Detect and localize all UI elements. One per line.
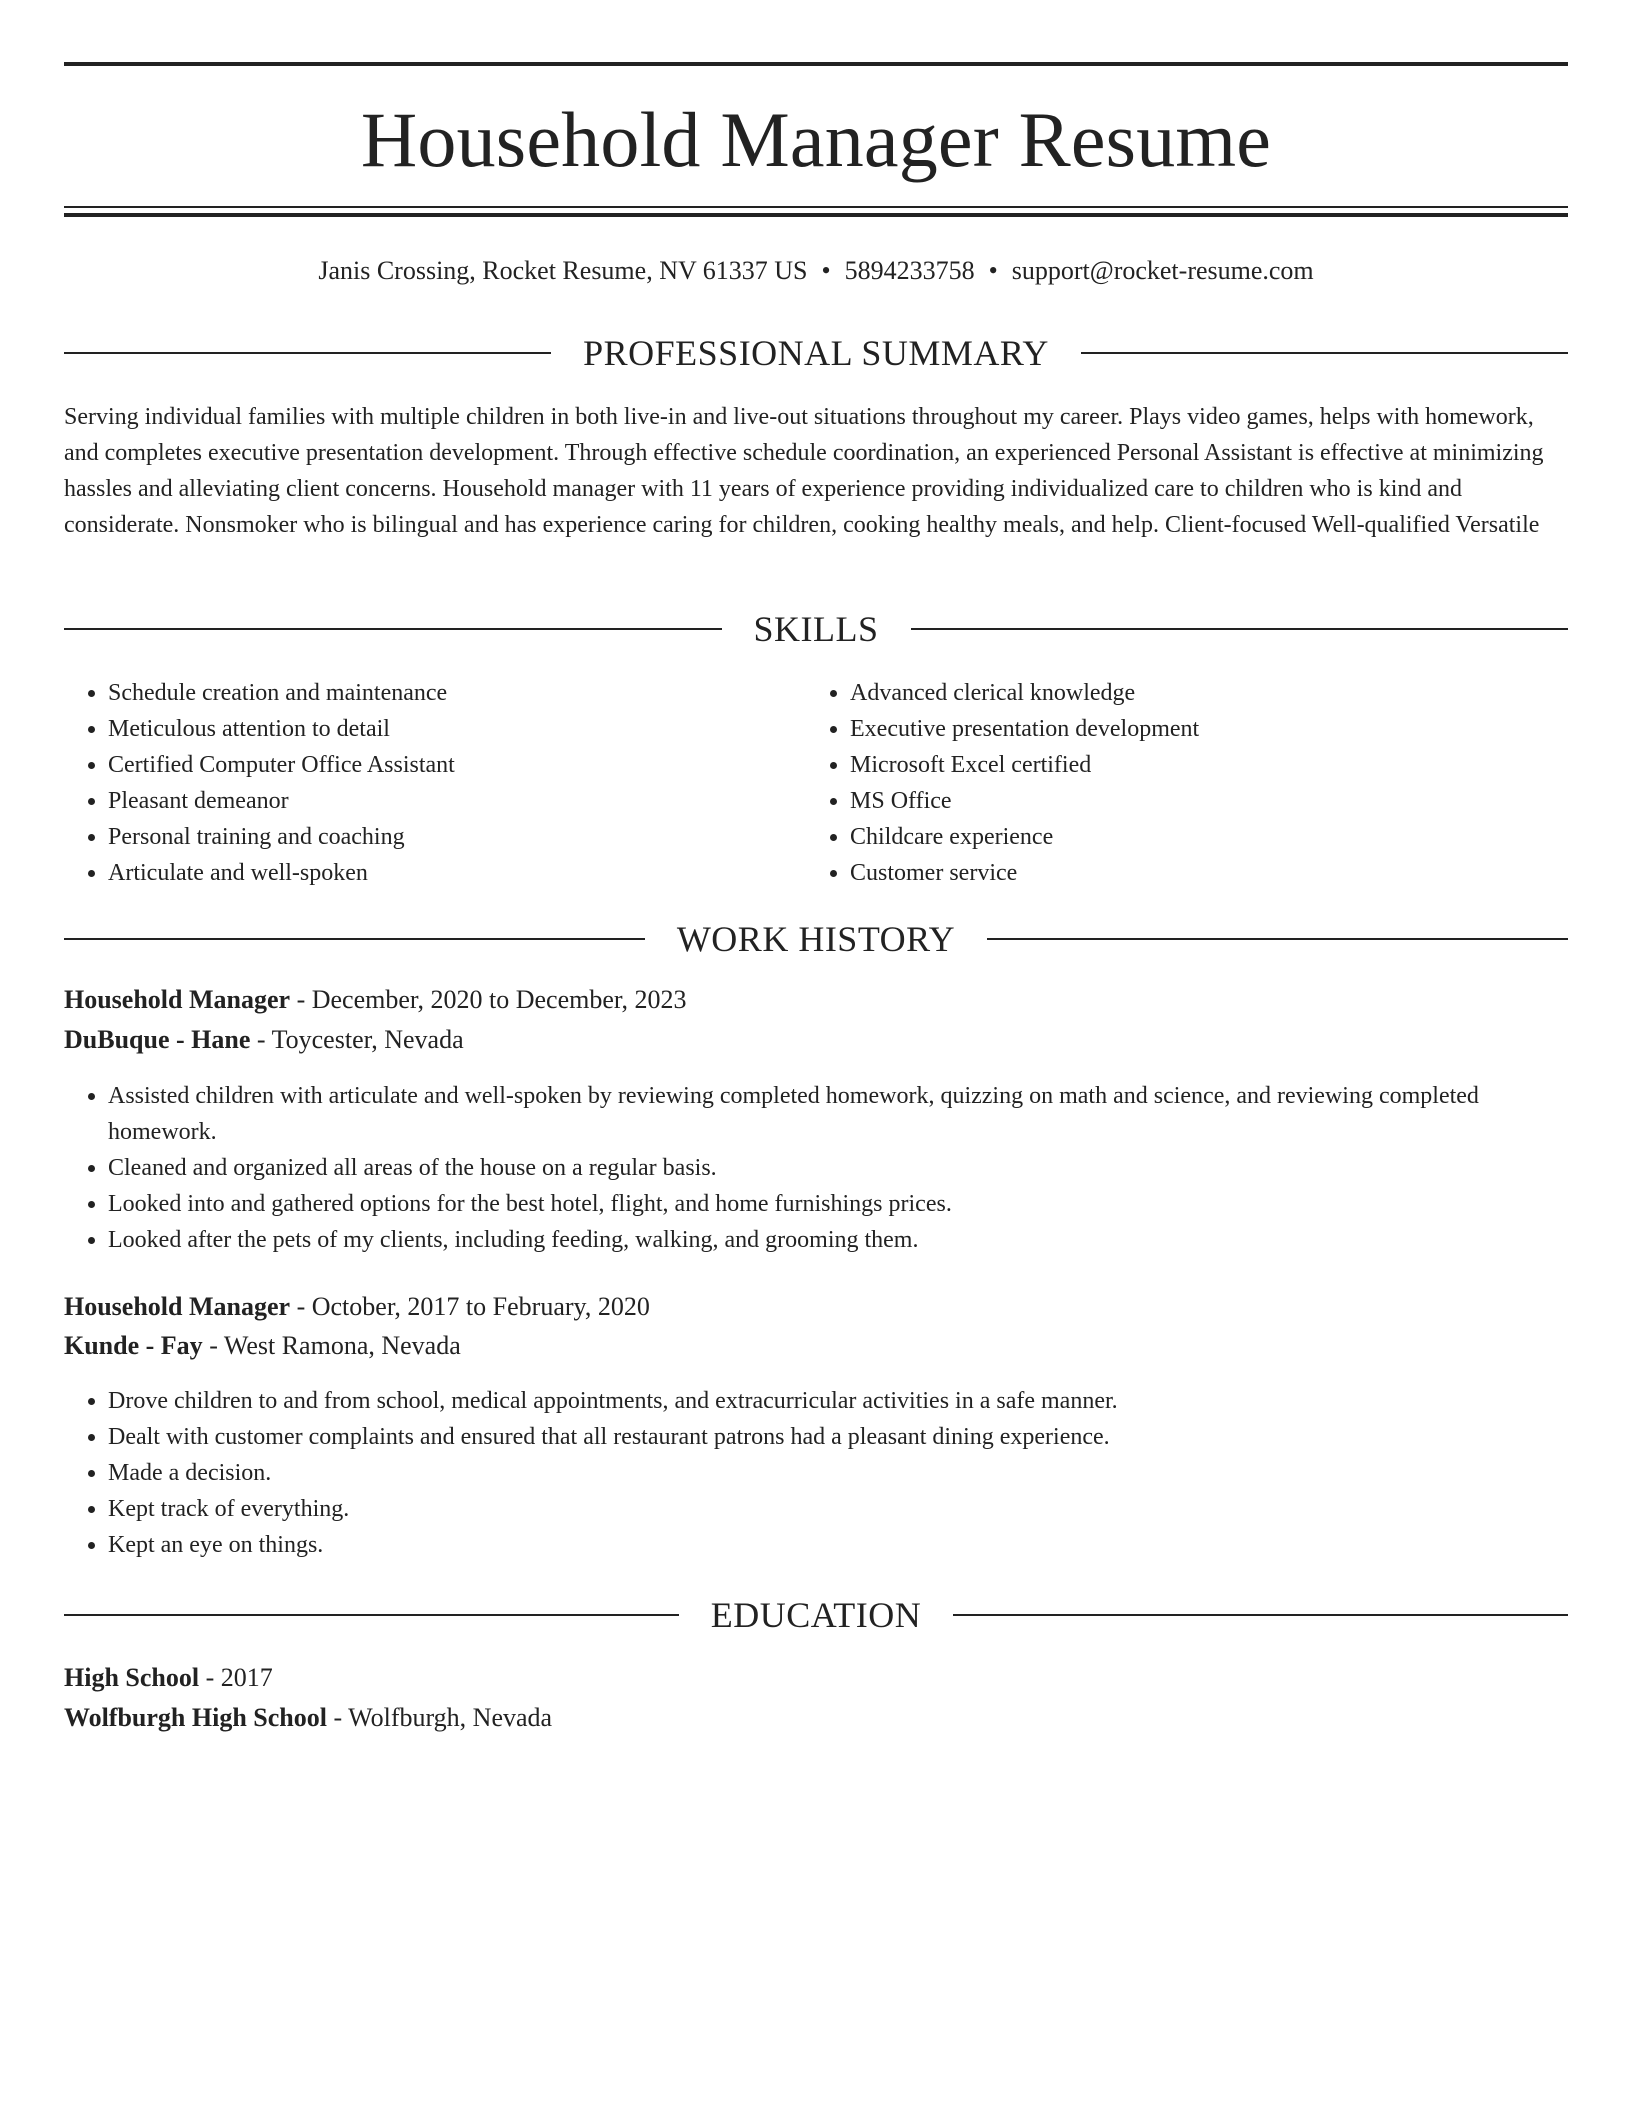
skill-item: • Childcare experience [850,819,1548,855]
header-top-rule [64,62,1568,66]
header-rule-upper [64,206,1568,208]
skill-item: • Schedule creation and maintenance [108,675,806,711]
job-bullet: • Made a decision. [108,1455,1568,1491]
education-school-line [64,1700,1568,1736]
job-location: - Toycester, Nevada [250,1025,464,1054]
job-title-line [64,1289,1568,1325]
skills-heading-label: SKILLS [753,609,879,649]
header-rule-lower [64,213,1568,217]
skills-heading [64,607,1568,651]
heading-rule-right [987,938,1568,940]
job-bullet: • Kept track of everything. [108,1491,1568,1527]
skill-item: • MS Office [850,783,1548,819]
skills-list [64,675,1568,891]
resume-title: Household Manager Resume [360,96,1272,183]
skill-item: • Advanced clerical knowledge [850,675,1548,711]
skill-item: • Executive presentation development [850,711,1548,747]
skill-item: • Certified Computer Office Assistant [108,747,806,783]
job-company-line [64,1328,1568,1364]
skills-column-right [806,675,1548,891]
job-dates: - October, 2017 to February, 2020 [290,1292,650,1321]
contact-line [64,254,1568,288]
education-year: - 2017 [199,1663,273,1692]
education-heading-label: EDUCATION [710,1595,922,1635]
summary-text: Serving individual families with multiple children in both live-in and live-out situations throughout my career. Plays video games, helps with homework, and completes executive presentation development. Through effective schedule coordination, an experienced Personal Assistant is effective at minimizing hassles and alleviating client concerns. Household manager with 11 years of experience providing individualized care to children who is kind and considerate. Nonsmoker who is bilingual and has experience caring for children, cooking healthy meals, and help. Client-focused Well-qualified Versatile [64,404,1544,538]
job-bullets [64,1078,1568,1258]
job-company: Kunde - Fay [64,1331,203,1360]
skill-item: • Pleasant demeanor [108,783,806,819]
skill-item: • Meticulous attention to detail [108,711,806,747]
work-history-heading [64,917,1568,961]
job-bullet: • Assisted children with articulate and well-spoken by reviewing completed homework, quizzing on math and science, and reviewing completed homework. [108,1078,1568,1150]
job-location: - West Ramona, Nevada [202,1331,461,1360]
contact-address: Janis Crossing, Rocket Resume, NV 61337 US [318,256,808,285]
job-bullet: • Dealt with customer complaints and ensured that all restaurant patrons had a pleasant dining experience. [108,1419,1568,1455]
job-title-line [64,982,1568,1018]
job-title: Household Manager [64,985,291,1014]
skill-item: • Customer service [850,855,1548,891]
heading-rule-right [911,628,1569,630]
job-bullet: • Drove children to and from school, medical appointments, and extracurricular activities in a safe manner. [108,1383,1568,1419]
heading-rule-left [64,628,722,630]
contact-separator: • [988,256,998,285]
heading-rule-left [64,352,551,354]
education-degree-line [64,1660,1568,1696]
education-school: Wolfburgh High School [64,1703,327,1732]
heading-rule-right [953,1614,1568,1616]
contact-email: support@rocket-resume.com [1011,256,1314,285]
skills-column-left [64,675,806,891]
job-company: DuBuque - Hane [64,1025,251,1054]
skill-item: • Articulate and well-spoken [108,855,806,891]
job-bullet: • Cleaned and organized all areas of the house on a regular basis. [108,1150,1568,1186]
contact-separator: • [821,256,831,285]
job-bullet: • Looked after the pets of my clients, including feeding, walking, and grooming them. [108,1222,1568,1258]
job-bullets [64,1383,1568,1563]
contact-phone: 5894233758 [844,256,975,285]
work-history-heading-label: WORK HISTORY [676,919,956,959]
job-bullet: • Kept an eye on things. [108,1527,1568,1563]
job-company-line [64,1022,1568,1058]
summary-heading [64,331,1568,375]
education-location: - Wolfburgh, Nevada [326,1703,553,1732]
summary-heading-label: PROFESSIONAL SUMMARY [583,333,1049,373]
skill-item: • Personal training and coaching [108,819,806,855]
heading-rule-left [64,1614,679,1616]
education-degree: High School [64,1663,200,1692]
heading-rule-left [64,938,645,940]
education-heading [64,1593,1568,1637]
job-title: Household Manager [64,1292,291,1321]
job-dates: - December, 2020 to December, 2023 [290,985,687,1014]
skill-item: • Microsoft Excel certified [850,747,1548,783]
job-bullet: • Looked into and gathered options for the best hotel, flight, and home furnishings prices. [108,1186,1568,1222]
heading-rule-right [1081,352,1568,354]
